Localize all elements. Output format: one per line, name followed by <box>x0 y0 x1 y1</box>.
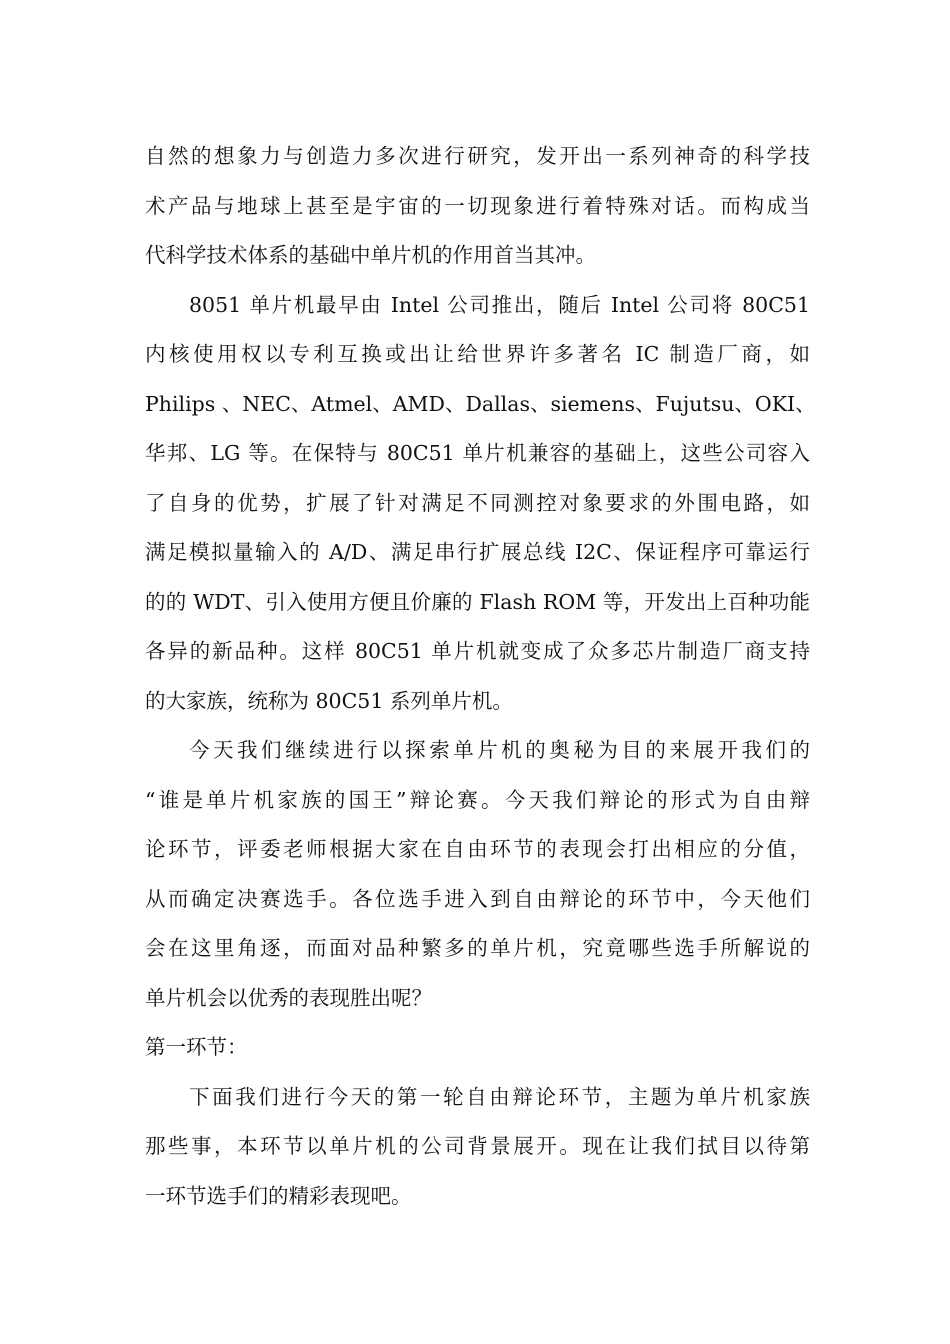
paragraph-line: “谁是单片机家族的国王”辩论赛。今天我们辩论的形式为自由辩 <box>145 787 810 812</box>
section-heading: 第一环节： <box>145 1035 248 1059</box>
paragraph-line: 满足模拟量输入的 A/D、满足串行扩展总线 I2C、保证程序可靠运行 <box>145 540 810 564</box>
paragraph-line: 的大家族，统称为 80C51 系列单片机。 <box>145 688 513 713</box>
paragraph-line: 8051 单片机最早由 Intel 公司推出，随后 Intel 公司将 80C51 <box>189 292 810 317</box>
paragraph-line: 今天我们继续进行以探索单片机的奥秘为目的来展开我们的 <box>189 738 810 762</box>
paragraph-line: 论环节，评委老师根据大家在自由环节的表现会打出相应的分值， <box>145 837 810 861</box>
paragraph-line: 那些事，本环节以单片机的公司背景展开。现在让我们拭目以待第 <box>145 1134 810 1158</box>
paragraph-1 <box>145 132 810 281</box>
document-page <box>145 132 816 1221</box>
paragraph-line: 术产品与地球上甚至是宇宙的一切现象进行着特殊对话。而构成当 <box>145 193 810 218</box>
paragraph-line: 从而确定决赛选手。各位选手进入到自由辩论的环节中，今天他们 <box>145 886 810 911</box>
section-heading-block <box>145 1023 810 1073</box>
paragraph-line: 自然的想象力与创造力多次进行研究，发开出一系列神奇的科学技 <box>145 144 810 168</box>
paragraph-line: Philips 、NEC、Atmel、AMD、Dallas、siemens、Fujutsu、OKI、 <box>145 391 816 416</box>
paragraph-line: 华邦、LG 等。在保特与 80C51 单片机兼容的基础上，这些公司容入 <box>145 441 810 465</box>
paragraph-line: 单片机会以优秀的表现胜出呢？ <box>145 985 432 1010</box>
paragraph-line: 一环节选手们的精彩表现吧。 <box>145 1183 412 1208</box>
paragraph-4 <box>145 1073 810 1222</box>
paragraph-2 <box>145 281 816 727</box>
paragraph-line: 各异的新品种。这样 80C51 单片机就变成了众多芯片制造厂商支持 <box>145 639 810 663</box>
paragraph-line: 代科学技术体系的基础中单片机的作用首当其冲。 <box>145 243 596 267</box>
paragraph-line: 会在这里角逐，而面对品种繁多的单片机，究竟哪些选手所解说的 <box>145 936 810 960</box>
paragraph-3 <box>145 726 810 1023</box>
paragraph-line: 的的 WDT、引入使用方便且价廉的 Flash ROM 等，开发出上百种功能 <box>145 589 810 614</box>
paragraph-line: 内核使用权以专利互换或出让给世界许多著名 IC 制造厂商，如 <box>145 342 810 366</box>
paragraph-line: 下面我们进行今天的第一轮自由辩论环节，主题为单片机家族 <box>189 1084 810 1109</box>
paragraph-line: 了自身的优势，扩展了针对满足不同测控对象要求的外围电路，如 <box>145 490 810 515</box>
